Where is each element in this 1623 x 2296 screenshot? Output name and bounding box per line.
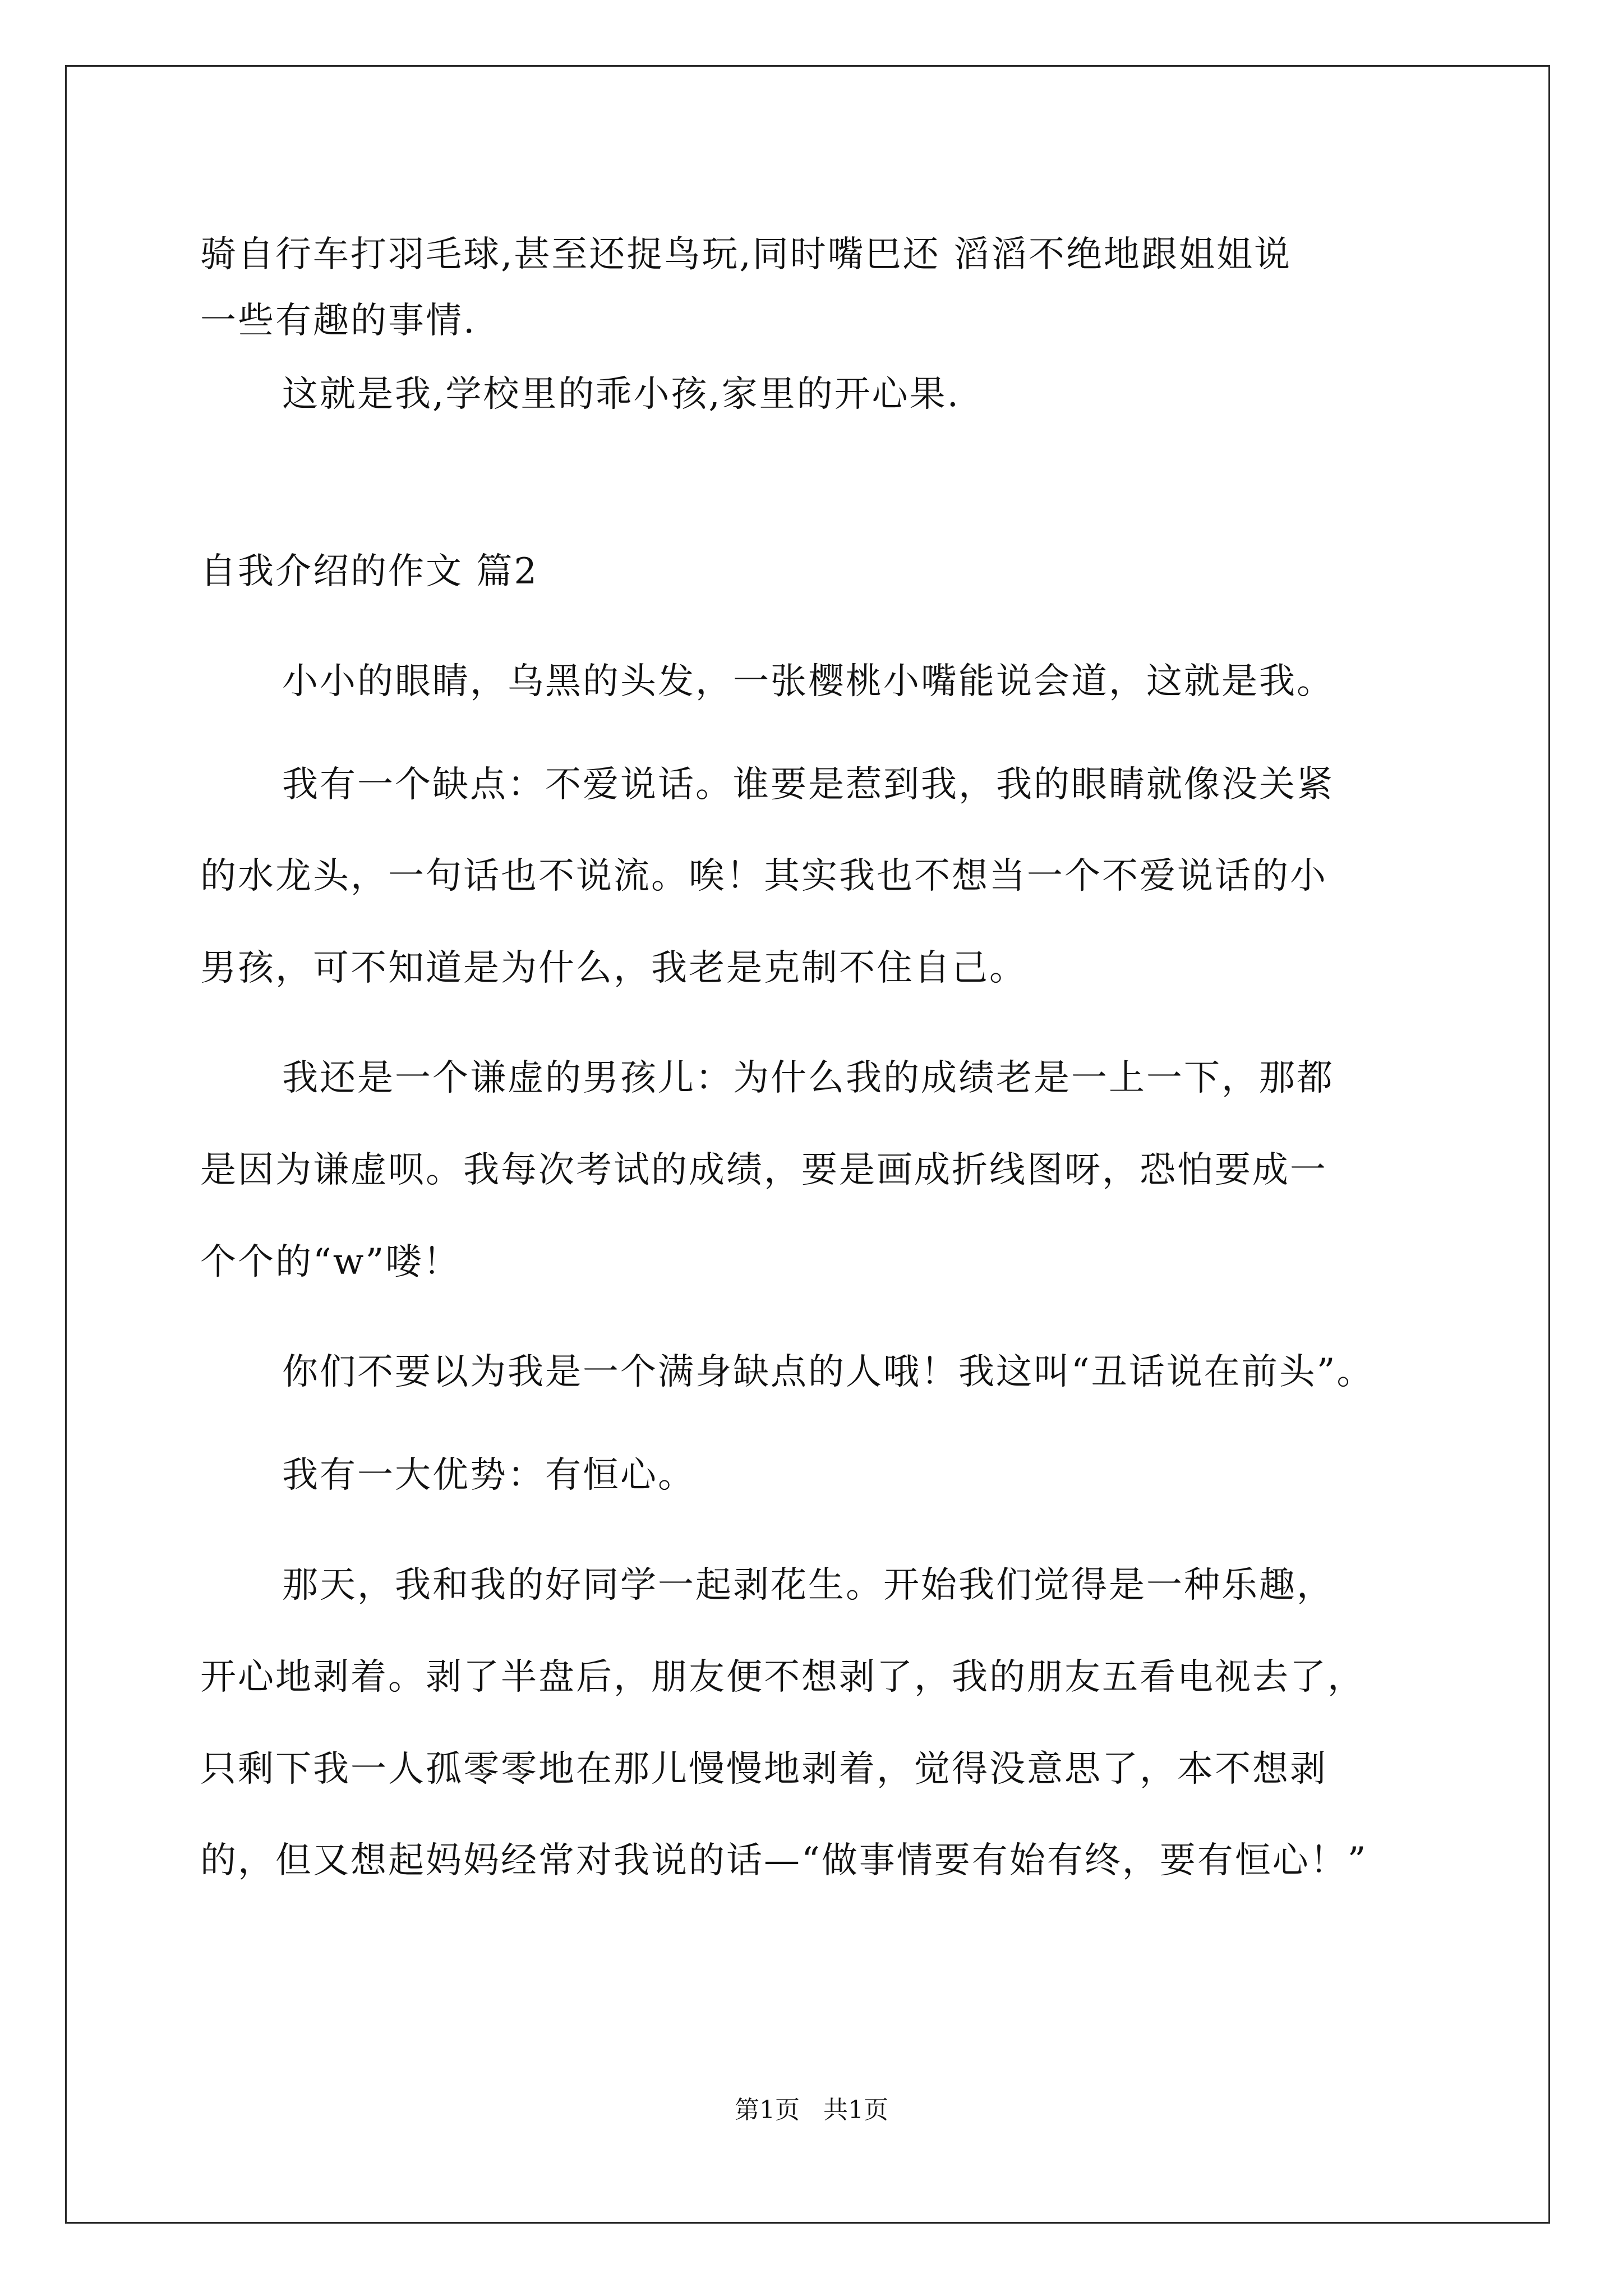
page-number-footer: 第1页 共1页 [735, 2096, 888, 2124]
text-line: 是因为谦虚呗。我每次考试的成绩，要是画成折线图呀，恐怕要成一 [200, 1149, 1327, 1191]
text-line: 男孩，可不知道是为什么，我老是克制不住自己。 [200, 947, 1027, 989]
text-line: 的水龙头，一句话也不说流。唉！其实我也不想当一个不爱说话的小 [200, 855, 1327, 897]
section-heading: 自我介绍的作文 篇2 [200, 551, 539, 592]
text-line: 我还是一个谦虚的男孩儿：为什么我的成绩老是一上一下，那都 [282, 1057, 1334, 1099]
text-line: 小小的眼睛，乌黑的头发，一张樱桃小嘴能说会道，这就是我。 [282, 661, 1334, 702]
text-line: 我有一大优势：有恒心。 [282, 1455, 695, 1496]
text-line: 个个的“w”喽！ [200, 1241, 461, 1283]
text-line: 那天，我和我的好同学一起剥花生。开始我们觉得是一种乐趣， [282, 1565, 1334, 1606]
text-line: 我有一个缺点：不爱说话。谁要是惹到我，我的眼睛就像没关紧 [282, 764, 1334, 806]
text-line: 开心地剥着。剥了半盘后，朋友便不想剥了，我的朋友五看电视去了， [200, 1657, 1365, 1698]
text-line: 只剩下我一人孤零零地在那儿慢慢地剥着，觉得没意思了，本不想剥 [200, 1749, 1327, 1790]
text-line: 你们不要以为我是一个满身缺点的人哦！我这叫“丑话说在前头”。 [282, 1351, 1375, 1393]
text-line: 的，但又想起妈妈经常对我说的话—“做事情要有始有终，要有恒心！” [200, 1840, 1368, 1881]
text-line: 一些有趣的事情. [200, 300, 477, 342]
text-line: 这就是我,学校里的乖小孩,家里的开心果. [282, 374, 961, 415]
text-line: 骑自行车打羽毛球,甚至还捉鸟玩,同时嘴巴还 滔滔不绝地跟姐姐说 [200, 234, 1292, 275]
